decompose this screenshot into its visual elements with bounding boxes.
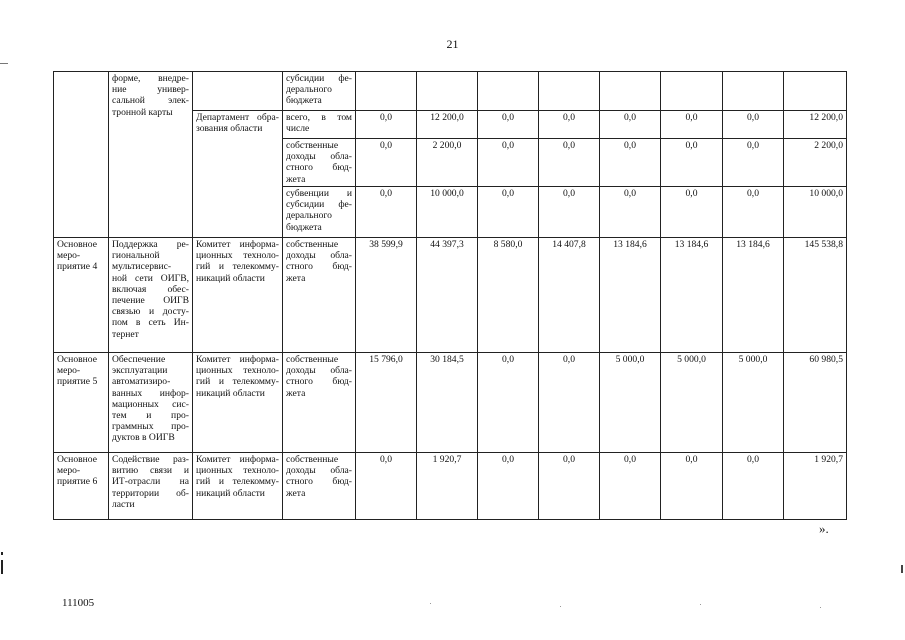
activity-number-cell [54, 72, 109, 238]
value-cell: 44 397,3 [417, 238, 478, 353]
cell-text-line: зования области [196, 123, 263, 135]
cell-text-line: собственные [286, 140, 339, 151]
table-row [54, 72, 847, 111]
value-cell [661, 72, 723, 111]
cell-text-line: жета [286, 487, 306, 499]
cell-text-line: бюджета [286, 221, 322, 233]
value-cell [417, 72, 478, 111]
cell-text-line: жета [286, 272, 306, 284]
cell-text-line: жета [286, 173, 306, 185]
cell-text-line: ной сети ОИГВ, [112, 272, 189, 284]
value-cell: 10 000,0 [417, 187, 478, 238]
cell-text-line: дерального [286, 84, 332, 96]
cell-text-line: тронной карты [112, 106, 173, 118]
cell-text-line: автоматизиро- [112, 376, 171, 388]
scan-edge-mark [901, 565, 903, 573]
value-cell: 30 184,5 [417, 353, 478, 453]
value-cell: 0,0 [539, 187, 600, 238]
funding-source-cell [283, 353, 356, 453]
cell-text-line: ние универ- [112, 84, 189, 96]
cell-text-line: числе [286, 123, 310, 135]
cell-text-line: стного бюд- [286, 261, 352, 273]
value-cell: 5 000,0 [661, 353, 723, 453]
value-cell: 145 538,8 [784, 238, 847, 353]
value-cell: 2 200,0 [417, 139, 478, 187]
value-cell: 15 796,0 [356, 353, 417, 453]
cell-text-line: ционных техноло- [196, 250, 279, 262]
cell-text-line: доходы обла- [286, 365, 352, 377]
value-cell: 0,0 [600, 111, 661, 139]
value-cell: 0,0 [539, 453, 600, 520]
value-cell: 0,0 [661, 111, 723, 139]
value-cell: 2 200,0 [784, 139, 847, 187]
value-cell [478, 72, 539, 111]
value-cell: 13 184,6 [723, 238, 784, 353]
cell-text-line: включая обес- [112, 283, 189, 295]
value-cell: 12 200,0 [417, 111, 478, 139]
cell-text-line: территории об- [112, 487, 189, 499]
activity-number-cell [54, 353, 109, 453]
cell-text-line: доходы обла- [286, 465, 352, 477]
value-cell: 0,0 [478, 111, 539, 139]
cell-text-line: всего, в том [286, 112, 352, 123]
value-cell: 0,0 [723, 453, 784, 520]
funding-source-cell [283, 187, 356, 238]
cell-text-line: сальной элек- [112, 95, 189, 107]
value-cell: 12 200,0 [784, 111, 847, 139]
cell-text-line: Основное [57, 354, 97, 365]
value-cell: 0,0 [478, 139, 539, 187]
funding-source-cell [283, 453, 356, 520]
value-cell: 0,0 [478, 187, 539, 238]
cell-text-line: никаций области [196, 272, 265, 284]
value-cell: 0,0 [356, 187, 417, 238]
table-row [54, 353, 847, 453]
cell-text-line: печение ОИГВ [112, 295, 189, 307]
table-row [54, 453, 847, 520]
value-cell: 13 184,6 [600, 238, 661, 353]
funding-source-cell [283, 238, 356, 353]
value-cell: 60 980,5 [784, 353, 847, 453]
value-cell: 10 000,0 [784, 187, 847, 238]
value-cell [723, 72, 784, 111]
cell-text-line: стного бюд- [286, 476, 352, 488]
cell-text-line: стного бюд- [286, 162, 352, 174]
value-cell: 0,0 [478, 353, 539, 453]
cell-text-line: Департамент обра- [196, 112, 279, 123]
page-number: 21 [446, 37, 459, 51]
value-cell: 0,0 [723, 111, 784, 139]
value-cell: 0,0 [661, 139, 723, 187]
value-cell: 0,0 [661, 453, 723, 520]
value-cell: 0,0 [539, 111, 600, 139]
value-cell: 1 920,7 [784, 453, 847, 520]
cell-text-line: приятие 5 [57, 376, 98, 388]
cell-text-line: меро- [57, 250, 81, 262]
cell-text-line: витию связи и [112, 465, 189, 477]
budget-table [53, 71, 847, 520]
value-cell [784, 72, 847, 111]
cell-text-line: Поддержка ре- [112, 239, 189, 250]
funding-source-cell [283, 111, 356, 139]
cell-text-line: собственные [286, 454, 339, 465]
cell-text-line: никаций области [196, 487, 265, 499]
activity-number-cell [54, 453, 109, 520]
cell-text-line: Основное [57, 454, 97, 465]
activity-title-cell [109, 453, 193, 520]
funding-source-cell [283, 139, 356, 187]
cell-text-line: эксплуатации [112, 365, 168, 377]
responsible-cell [193, 72, 283, 111]
cell-text-line: субсидии фе- [286, 73, 352, 84]
value-cell: 38 599,9 [356, 238, 417, 353]
cell-text-line: дерального [286, 210, 332, 222]
cell-text-line: жета [286, 387, 306, 399]
cell-text-line: меро- [57, 365, 81, 377]
table-row [54, 238, 847, 353]
table-body [54, 72, 847, 520]
value-cell [600, 72, 661, 111]
value-cell: 0,0 [723, 187, 784, 238]
value-cell: 0,0 [723, 139, 784, 187]
activity-title-cell [109, 353, 193, 453]
value-cell: 0,0 [600, 187, 661, 238]
cell-text-line: мационных сис- [112, 398, 189, 410]
value-cell: 14 407,8 [539, 238, 600, 353]
cell-text-line: приятие 6 [57, 476, 98, 488]
value-cell: 13 184,6 [661, 238, 723, 353]
value-cell: 0,0 [356, 453, 417, 520]
cell-text-line: гиональной [112, 250, 160, 262]
activity-title-cell [109, 72, 193, 238]
cell-text-line: Содействие раз- [112, 454, 189, 465]
cell-text-line: никаций области [196, 387, 265, 399]
cell-text-line: пом в сеть Ин- [112, 317, 189, 329]
cell-text-line: Обеспечение [112, 354, 166, 365]
cell-text-line: дуктов в ОИГВ [112, 432, 175, 444]
cell-text-line: бюджета [286, 95, 322, 107]
footer-code: 111005 [62, 597, 95, 609]
cell-text-line: гий и телекомму- [196, 476, 279, 488]
value-cell: 0,0 [356, 139, 417, 187]
value-cell: 8 580,0 [478, 238, 539, 353]
scan-speck [700, 604, 701, 605]
cell-text-line: субсидии фе- [286, 199, 352, 211]
cell-text-line: тем и про- [112, 410, 189, 422]
cell-text-line: Комитет информа- [196, 239, 279, 250]
cell-text-line: форме, внедре- [112, 73, 189, 84]
cell-text-line: ласти [112, 498, 135, 510]
cell-text-line: доходы обла- [286, 151, 352, 163]
cell-text-line: ционных техноло- [196, 365, 279, 377]
value-cell: 5 000,0 [600, 353, 661, 453]
responsible-cell [193, 453, 283, 520]
cell-text-line: связью и досту- [112, 306, 189, 318]
cell-text-line: граммных про- [112, 421, 189, 433]
cell-text-line: гий и телекомму- [196, 376, 279, 388]
cell-text-line: доходы обла- [286, 250, 352, 262]
cell-text-line: приятие 4 [57, 261, 98, 273]
value-cell: 5 000,0 [723, 353, 784, 453]
scan-edge-mark [1, 560, 3, 574]
activity-number-cell [54, 238, 109, 353]
value-cell: 0,0 [356, 111, 417, 139]
responsible-cell [193, 111, 283, 238]
closing-quote-mark: ». [819, 521, 829, 536]
cell-text-line: субвенции и [286, 188, 352, 199]
value-cell: 0,0 [539, 353, 600, 453]
scan-edge-mark [1, 552, 3, 555]
cell-text-line: стного бюд- [286, 376, 352, 388]
cell-text-line: мультисервис- [112, 261, 172, 273]
activity-title-cell [109, 238, 193, 353]
cell-text-line: тернет [112, 328, 139, 340]
responsible-cell [193, 353, 283, 453]
value-cell: 0,0 [661, 187, 723, 238]
funding-source-cell [283, 72, 356, 111]
responsible-cell [193, 238, 283, 353]
scan-speck [820, 607, 821, 608]
cell-text-line: ванных инфор- [112, 387, 189, 399]
value-cell: 1 920,7 [417, 453, 478, 520]
value-cell [539, 72, 600, 111]
value-cell: 0,0 [539, 139, 600, 187]
cell-text-line: собственные [286, 239, 339, 250]
value-cell: 0,0 [600, 453, 661, 520]
cell-text-line: ИТ-отрасли на [112, 476, 189, 488]
scan-edge-mark [0, 63, 8, 64]
cell-text-line: Основное [57, 239, 97, 250]
value-cell: 0,0 [478, 453, 539, 520]
cell-text-line: Комитет информа- [196, 354, 279, 365]
scan-speck [430, 603, 431, 604]
cell-text-line: меро- [57, 465, 81, 477]
scan-speck [560, 606, 561, 607]
value-cell [356, 72, 417, 111]
cell-text-line: гий и телекомму- [196, 261, 279, 273]
cell-text-line: Комитет информа- [196, 454, 279, 465]
value-cell: 0,0 [600, 139, 661, 187]
cell-text-line: собственные [286, 354, 339, 365]
cell-text-line: ционных техноло- [196, 465, 279, 477]
